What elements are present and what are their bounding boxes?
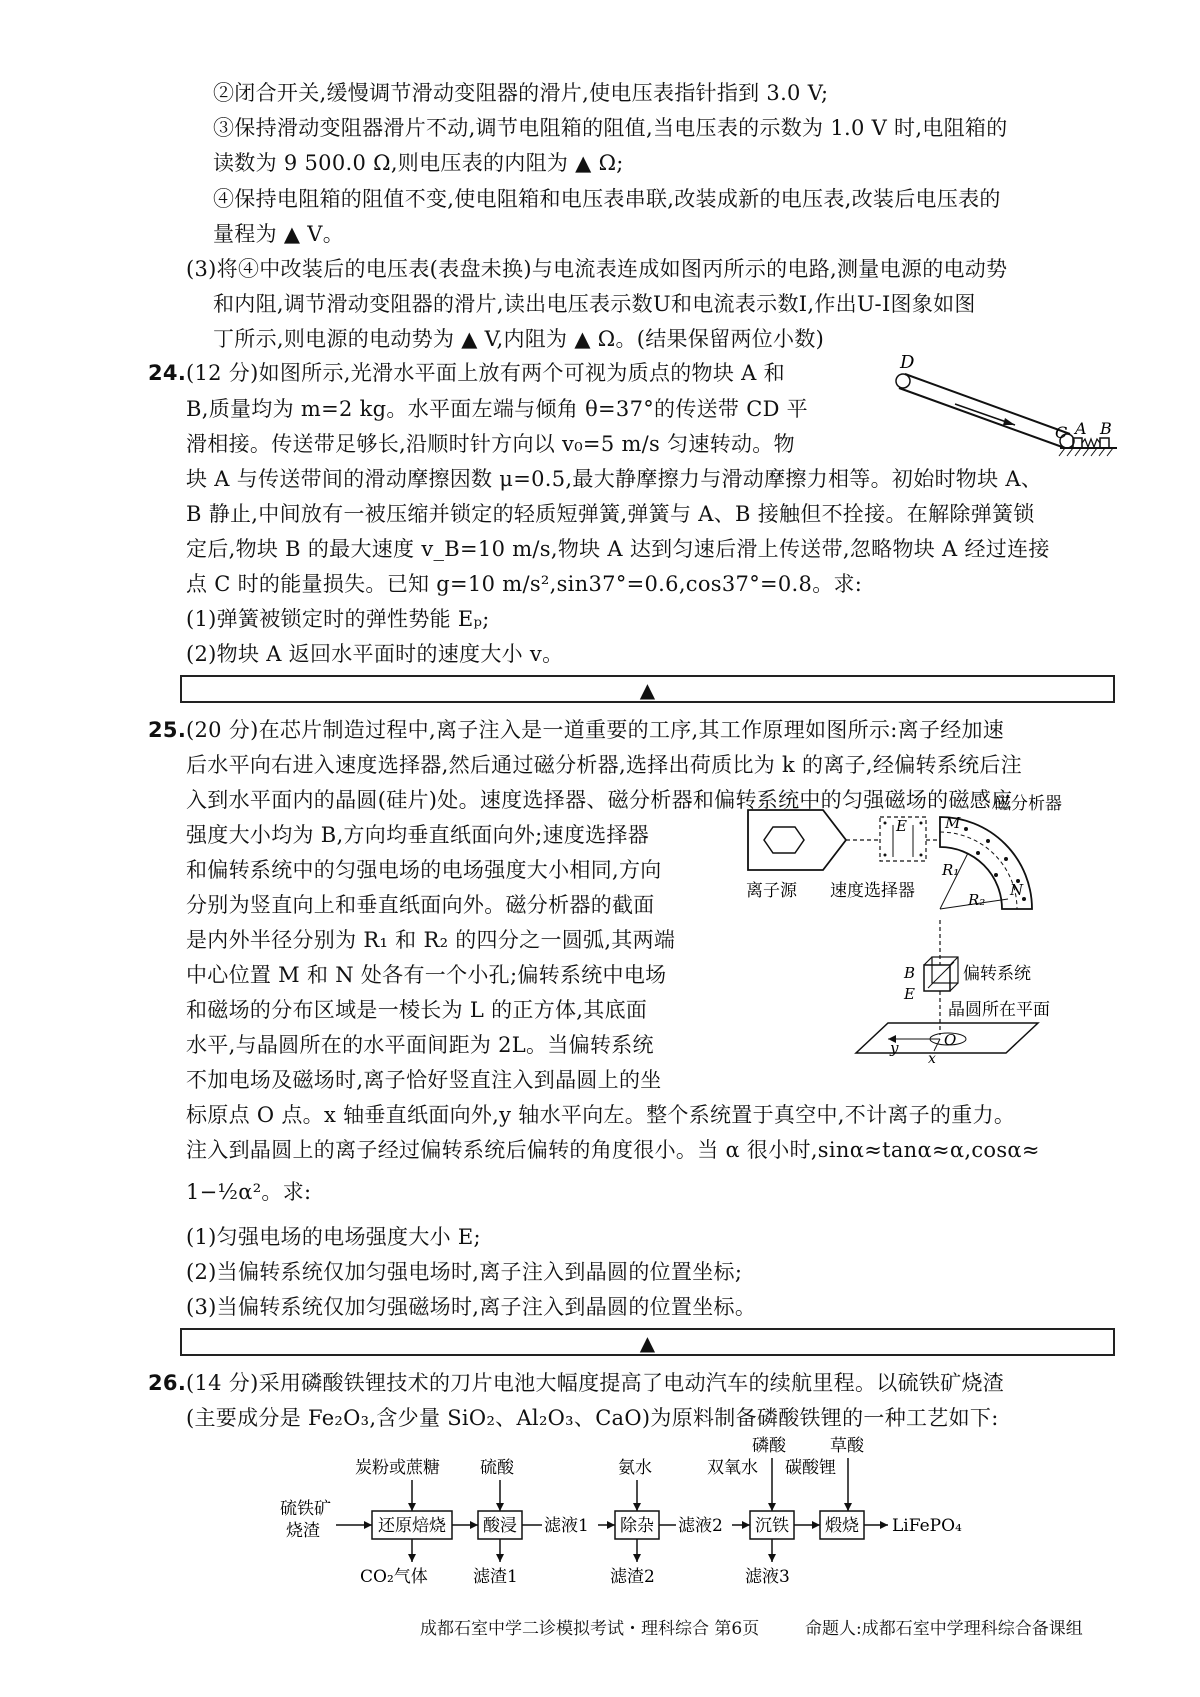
label-selector: 速度选择器 [830, 881, 915, 901]
label-m: M [945, 814, 961, 832]
label-deflect: 偏转系统 [963, 964, 1031, 984]
question-number: 25. [148, 718, 187, 742]
label-r1: R₁ [942, 861, 960, 879]
raw-material-line2: 烧渣 [286, 1521, 320, 1541]
text-line: 定后,物块 B 的最大速度 v_B=10 m/s,物块 A 达到匀速后滑上传送带,忽略物块 A 经过连接 [186, 537, 1050, 561]
text-line: 后水平向右进入速度选择器,然后通过磁分析器,选择出荷质比为 k 的离子,经偏转系统后注 [186, 753, 1022, 777]
label-y: y [890, 1039, 899, 1057]
text-line: (3)将④中改装后的电压表(表盘未换)与电流表连成如图丙所示的电路,测量电源的电动势 [186, 257, 1008, 281]
text-line: ④保持电阻箱的阻值不变,使电阻箱和电压表串联,改装成新的电压表,改装后电压表的 [213, 187, 1001, 211]
text-line: 中心位置 M 和 N 处各有一个小孔;偏转系统中电场 [186, 963, 667, 987]
label-b: B [1100, 419, 1112, 438]
text-line: 水平,与晶圆所在的水平面间距为 2L。当偏转系统 [186, 1033, 654, 1057]
text-line: 和内阻,调节滑动变阻器的滑片,读出电压表示数U和电流表示数I,作出U-I图象如图 [213, 292, 976, 316]
output-residue-2: 滤渣2 [610, 1567, 655, 1587]
answer-triangle-icon: ▲ [639, 1331, 656, 1355]
label-b: B [904, 964, 916, 982]
text-line: (2)当偏转系统仅加匀强电场时,离子注入到晶圆的位置坐标; [186, 1260, 743, 1284]
text-line: (1)弹簧被锁定时的弹性势能 Eₚ; [186, 607, 490, 631]
step-calcine: 煅烧 [825, 1516, 859, 1536]
raw-material-line1: 硫铁矿 [280, 1499, 331, 1519]
input-oxalic-acid: 草酸 [830, 1436, 864, 1456]
text-line: 和偏转系统中的匀强电场的电场强度大小相同,方向 [186, 858, 662, 882]
step-acid-leach: 酸浸 [483, 1516, 517, 1536]
question-number: 24. [148, 361, 187, 385]
step-purify: 除杂 [620, 1516, 654, 1536]
input-carbon: 炭粉或蔗糖 [355, 1458, 440, 1478]
product: LiFePO₄ [892, 1516, 962, 1536]
text-line: B 静止,中间放有一被压缩并锁定的轻质短弹簧,弹簧与 A、B 接触但不拴接。在解除弹簧锁 [186, 502, 1035, 526]
text-line: ③保持滑动变阻器滑片不动,调节电阻箱的阻值,当电压表的示数为 1.0 V 时,电阻箱的 [213, 116, 1008, 140]
step-precipitate-iron: 沉铁 [755, 1516, 789, 1536]
text-line: 滑相接。传送带足够长,沿顺时针方向以 v₀=5 m/s 匀速转动。物 [186, 432, 795, 456]
text-line: 和磁场的分布区域是一棱长为 L 的正方体,其底面 [186, 998, 648, 1022]
input-sulfuric-acid: 硫酸 [480, 1458, 514, 1478]
text-line: 1−½α²。求: [186, 1180, 312, 1204]
text-line: (主要成分是 Fe₂O₃,含少量 SiO₂、Al₂O₃、CaO)为原料制备磷酸铁锂的一种工艺如下: [186, 1406, 999, 1430]
output-filtrate-3: 滤液3 [745, 1567, 790, 1587]
filtrate-1: 滤液1 [544, 1516, 589, 1536]
text-line: 块 A 与传送带间的滑动摩擦因数 μ=0.5,最大静摩擦力与滑动摩擦力相等。初始时物块 A、 [186, 467, 1043, 491]
label-o: O [944, 1031, 957, 1049]
label-c: C [1055, 423, 1068, 442]
text-line: 注入到晶圆上的离子经过偏转系统后偏转的角度很小。当 α 很小时,sinα≈tanα≈α,cosα≈ [186, 1138, 1040, 1162]
label-source: 离子源 [746, 881, 797, 901]
answer-box [180, 675, 1115, 703]
input-phosphoric-acid: 磷酸 [752, 1436, 786, 1456]
label-a: A [1075, 419, 1087, 438]
answer-triangle-icon: ▲ [639, 678, 656, 702]
input-ammonia: 氨水 [618, 1458, 652, 1478]
footer-left: 成都石室中学二诊模拟考试・理科综合 第6页 [420, 1619, 760, 1639]
text-line: 标原点 O 点。x 轴垂直纸面向外,y 轴水平向左。整个系统置于真空中,不计离子的重力。 [186, 1103, 1016, 1127]
ion-implanter-figure [738, 794, 1138, 1067]
label-e2: E [904, 985, 915, 1003]
input-lithium-carbonate: 碳酸锂 [785, 1458, 836, 1478]
label-n: N [1010, 881, 1024, 899]
text-line: 不加电场及磁场时,离子恰好竖直注入到晶圆上的坐 [186, 1068, 662, 1092]
text-line: 丁所示,则电源的电动势为 ▲ V,内阻为 ▲ Ω。(结果保留两位小数) [213, 327, 825, 351]
text-line: (14 分)采用磷酸铁锂技术的刀片电池大幅度提高了电动汽车的续航里程。以硫铁矿烧渣 [186, 1371, 1005, 1395]
label-d: D [900, 352, 915, 373]
text-line: ②闭合开关,缓慢调节滑动变阻器的滑片,使电压表指针指到 3.0 V; [213, 81, 829, 105]
label-wafer: 晶圆所在平面 [948, 1000, 1050, 1020]
filtrate-2: 滤液2 [678, 1516, 723, 1536]
text-line: B,质量均为 m=2 kg。水平面左端与倾角 θ=37°的传送带 CD 平 [186, 397, 808, 421]
text-line: 是内外半径分别为 R₁ 和 R₂ 的四分之一圆弧,其两端 [186, 928, 676, 952]
process-flow-figure [280, 1438, 1100, 1588]
label-e: E [896, 817, 907, 835]
text-line: 入到水平面内的晶圆(硅片)处。速度选择器、磁分析器和偏转系统中的匀强磁场的磁感应 [186, 788, 1013, 812]
text-line: (12 分)如图所示,光滑水平面上放有两个可视为质点的物块 A 和 [186, 361, 785, 385]
footer-right: 命题人:成都石室中学理科综合备课组 [805, 1619, 1083, 1639]
text-line: 读数为 9 500.0 Ω,则电压表的内阻为 ▲ Ω; [213, 151, 624, 175]
text-line: (1)匀强电场的电场强度大小 E; [186, 1225, 481, 1249]
text-line: 点 C 时的能量损失。已知 g=10 m/s²,sin37°=0.6,cos37°=0.8。求: [186, 572, 863, 596]
label-x: x [928, 1051, 936, 1067]
output-residue-1: 滤渣1 [473, 1567, 518, 1587]
text-line: 强度大小均为 B,方向均垂直纸面向外;速度选择器 [186, 823, 650, 847]
step-reduce-roast: 还原焙烧 [378, 1516, 446, 1536]
label-analyzer: 磁分析器 [994, 794, 1062, 814]
text-line: (3)当偏转系统仅加匀强磁场时,离子注入到晶圆的位置坐标。 [186, 1295, 757, 1319]
label-r2: R₂ [968, 891, 986, 909]
output-co2: CO₂气体 [360, 1567, 428, 1587]
text-line: 分别为竖直向上和垂直纸面向外。磁分析器的截面 [186, 893, 655, 917]
answer-box [180, 1328, 1115, 1356]
conveyor-figure [895, 352, 1120, 460]
input-h2o2: 双氧水 [707, 1458, 758, 1478]
text-line: 量程为 ▲ V。 [213, 222, 345, 246]
question-number: 26. [148, 1371, 187, 1395]
text-line: (2)物块 A 返回水平面时的速度大小 v。 [186, 642, 564, 666]
text-line: (20 分)在芯片制造过程中,离子注入是一道重要的工序,其工作原理如图所示:离子经加速 [186, 718, 1005, 742]
